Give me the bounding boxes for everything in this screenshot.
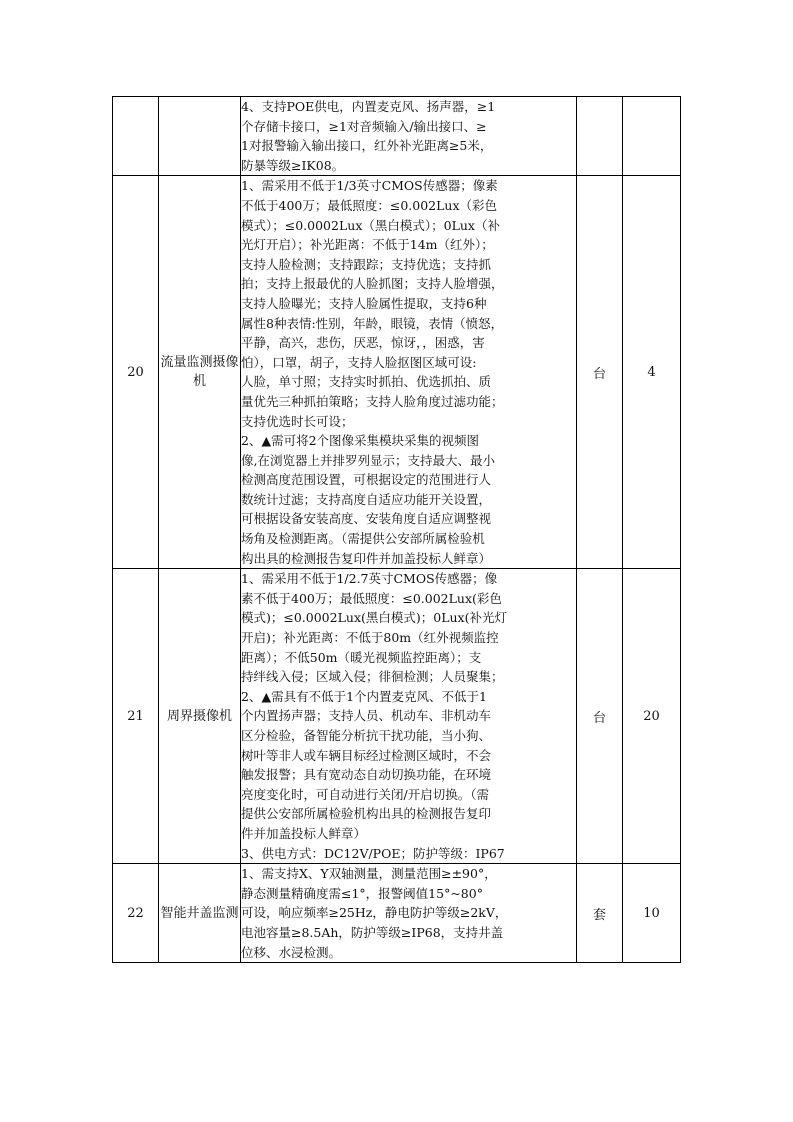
spec-line: 支持人脸曝光；支持人脸属性提取，支持6种 [241,295,487,311]
spec-line: 像,在浏览器上并排罗列显示；支持最大、最小 [241,452,495,468]
spec-table-body [113,97,681,963]
spec-line: 量优先三种抓拍策略；支持人脸角度过滤功能； [241,393,504,409]
spec-line: 1、需支持X、Y双轴测量，测量范围≥±90°， [241,866,497,882]
spec-line: 1对报警输入输出接口，红外补光距离≥5米， [241,138,493,154]
spec-line: 模式)；≤0.0002Lux(黑白模式)；0Lux(补光灯 [241,610,507,626]
item-spec-cell [241,97,577,176]
spec-line: 个内置扬声器；支持人员、机动车、非机动车 [241,708,492,724]
spec-line: 支持优选时长可设； [241,413,354,429]
spec-table [112,96,681,963]
spec-line: 数统计过滤；支持高度自适应功能开关设置， [241,491,492,507]
spec-line: 防暴等级≥IK08。 [241,157,345,173]
spec-line: 属性8种表情:性别，年龄，眼镜，表情（愤怒， [241,315,504,331]
item-quantity-cell: 4 [623,176,681,569]
item-quantity-cell [623,97,681,176]
item-unit-cell [577,97,623,176]
spec-line: 个存储卡接口，≥1对音频输入/输出接口、≥ [241,118,487,134]
item-name-cell: 流量监测摄像机 [159,176,241,569]
table-row [113,569,681,864]
spec-line: 人脸，单寸照；支持实时抓拍、优选抓拍、质 [241,374,492,390]
item-unit-cell: 台 [577,176,623,569]
spec-line: 模式）；≤0.0002Lux（黑白模式）；0Lux（补 [241,217,500,233]
item-quantity-cell: 20 [623,569,681,864]
item-name-cell: 周界摄像机 [159,569,241,864]
item-unit-cell: 台 [577,569,623,864]
spec-line: 亮度变化时，可自动进行关闭/开启切换。（需 [241,786,489,802]
spec-line: 位移、水浸检测。 [241,944,342,960]
spec-line: 4、支持POE供电，内置麦克风、扬声器，≥1 [241,99,496,114]
spec-line: 区分检验，备智能分析抗干扰功能，当小狗、 [241,728,492,743]
spec-line: 电池容量≥8.5Ah，防护等级≥IP68，支持井盖 [241,924,504,940]
item-name-cell: 智能井盖监测 [159,864,241,963]
spec-line: 拍；支持上报最优的人脸抓图；支持人脸增强， [241,276,504,292]
spec-line: 2、▲需可将2个图像采集模块采集的视频图 [241,433,480,449]
spec-line: 件并加盖投标人鲜章） [241,825,367,841]
spec-line: 构出具的检测报告复印件并加盖投标人鲜章） [241,550,492,566]
spec-line: 持绊线入侵；区域入侵；徘徊检测；人员聚集； [241,669,504,685]
spec-line: 树叶等非人或车辆目标经过检测区域时，不会 [241,747,492,763]
spec-line: 支持人脸检测；支持跟踪；支持优选；支持抓 [241,256,492,272]
spec-line: 怕），口罩，胡子，支持人脸抠图区域可设: [241,354,477,370]
spec-line: 光灯开启）；补光距离：不低于14m（红外）； [241,237,494,253]
spec-line: 开启)；补光距离：不低于80m（红外视频监控 [241,630,499,646]
spec-line: 3、供电方式：DC12V/POE；防护等级：IP67 [241,845,505,861]
spec-line: 触发报警；具有宽动态自动切换功能，在环境 [241,767,492,783]
item-name-cell [159,97,241,176]
item-number-cell: 22 [113,864,159,963]
spec-line: 平静，高兴，悲伤，厌恶，惊讶，，困惑，害 [241,335,485,351]
item-spec-cell [241,176,577,569]
spec-line: 1、需采用不低于1/3英寸CMOS传感器；像素 [241,178,498,194]
spec-line: 可根据设备安装高度、安装角度自适应调整视 [241,511,492,527]
table-row [113,97,681,176]
table-row [113,864,681,963]
spec-line: 静态测量精确度需≤1°，报警阈值15°~80° [241,885,483,901]
spec-line: 可设，响应频率≥25Hz，静电防护等级≥2kV， [241,905,508,921]
item-unit-cell: 套 [577,864,623,963]
item-spec-cell [241,569,577,864]
spec-line: 不低于400万；最低照度：≤0.002Lux（彩色 [241,197,498,213]
spec-line: 检测高度范围设置，可根据设定的范围进行人 [241,472,492,488]
spec-line: 素不低于400万；最低照度：≤0.002Lux(彩色 [241,590,502,606]
spec-line: 提供公安部所属检验机构出具的检测报告复印 [241,806,492,822]
table-row [113,176,681,569]
item-number-cell [113,97,159,176]
item-spec-cell [241,864,577,963]
spec-line: 2、▲需具有不低于1个内置麦克风、不低于1 [241,688,487,704]
item-number-cell: 21 [113,569,159,864]
item-number-cell: 20 [113,176,159,569]
item-quantity-cell: 10 [623,864,681,963]
spec-line: 距离）；不低50m（暖光视频监控距离）；支 [241,649,482,665]
spec-line: 1、需采用不低于1/2.7英寸CMOS传感器；像 [241,571,498,587]
spec-line: 场角及检测距离。（需提供公安部所属检验机 [241,531,485,547]
